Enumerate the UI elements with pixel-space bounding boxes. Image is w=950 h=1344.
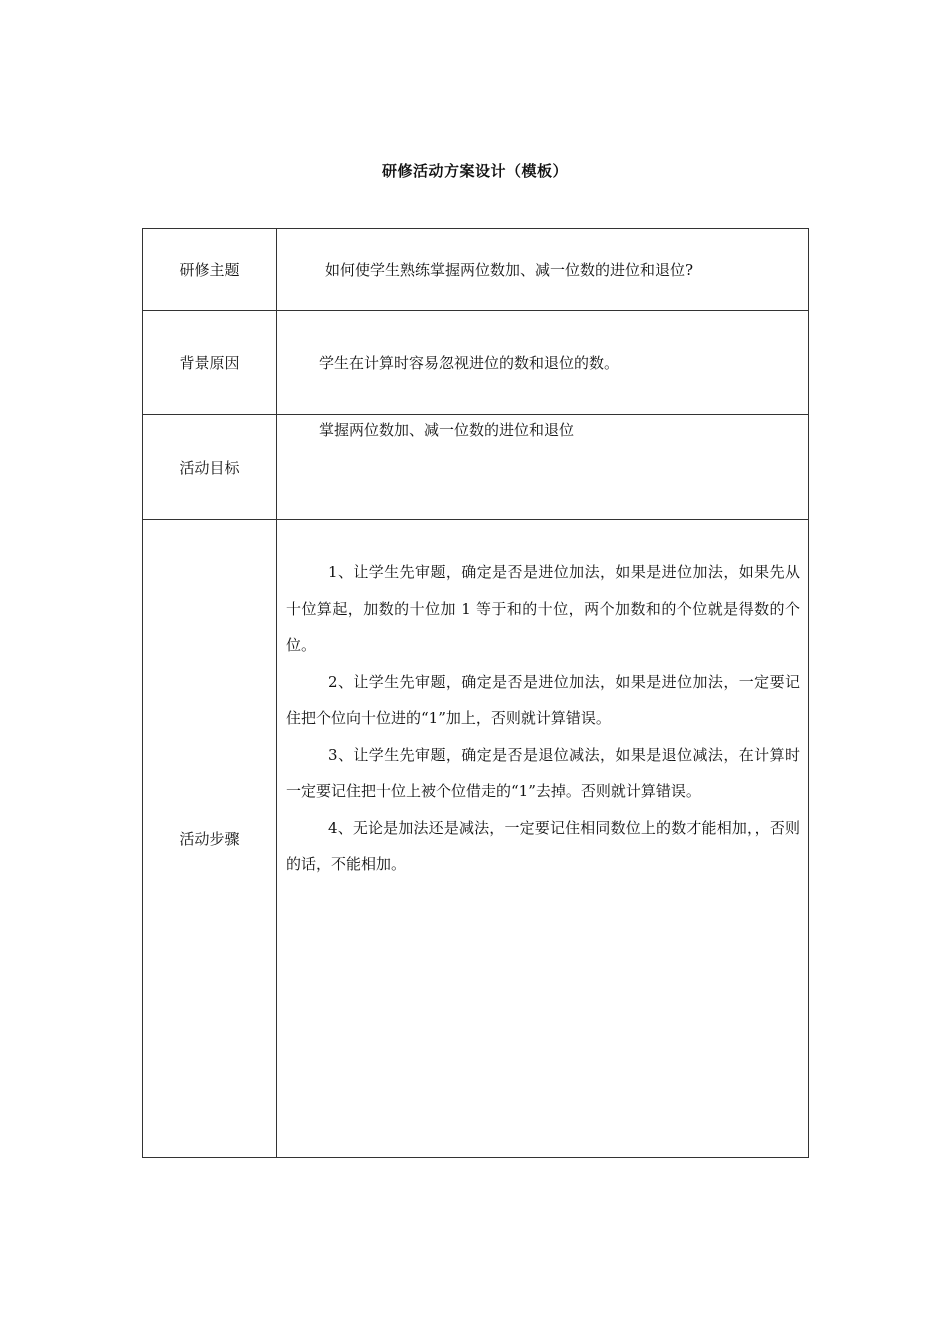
background-label: 背景原因 xyxy=(143,311,277,415)
steps-list xyxy=(277,520,808,883)
goal-row xyxy=(143,415,809,520)
step-item-1: 1、让学生先审题，确定是否是进位加法，如果是进位加法，如果先从十位算起，加数的十位加 1 等于和的十位，两个加数和的个位就是得数的个位。 xyxy=(286,563,800,654)
topic-row xyxy=(143,229,809,311)
step-item-4: 4、无论是加法还是减法，一定要记住相同数位上的数才能相加，，否则的话，不能相加。 xyxy=(286,818,800,873)
step-item-2: 2、让学生先审题，确定是否是进位加法，如果是进位加法，一定要记住把个位向十位进的“1”加上，否则就计算错误。 xyxy=(286,672,800,727)
background-content: 学生在计算时容易忽视进位的数和退位的数。 xyxy=(319,354,620,372)
steps-row xyxy=(143,520,809,1158)
steps-label: 活动步骤 xyxy=(143,520,277,1158)
topic-content: 如何使学生熟练掌握两位数加、减一位数的进位和退位? xyxy=(325,261,694,279)
goal-label: 活动目标 xyxy=(143,415,277,520)
topic-label: 研修主题 xyxy=(143,229,277,311)
step-item-3: 3、让学生先审题，确定是否是退位减法，如果是退位减法，在计算时一定要记住把十位上被个位借走的“1”去掉。否则就计算错误。 xyxy=(286,745,800,800)
background-cell xyxy=(277,311,809,415)
plan-table xyxy=(142,228,809,1158)
topic-cell xyxy=(277,229,809,311)
background-row xyxy=(143,311,809,415)
goal-content: 掌握两位数加、减一位数的进位和退位 xyxy=(319,421,575,439)
goal-cell xyxy=(277,415,809,520)
steps-cell xyxy=(277,520,809,1158)
page-title: 研修活动方案设计（模板） xyxy=(381,162,568,180)
